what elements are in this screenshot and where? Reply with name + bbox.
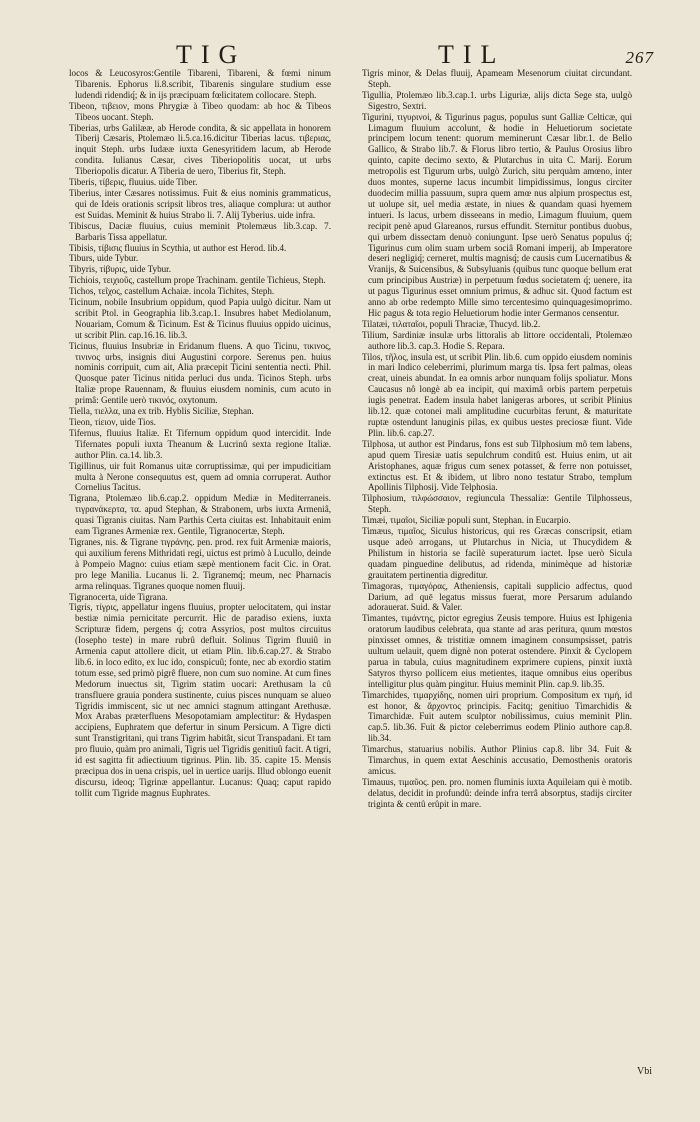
dictionary-entry: Tigurini, τιγυρινοί, & Tigurinus pagus, populus sunt Galliæ Celticæ, qui Limagum fluuium accolunt, & hodie in Heluetiorum societate principem locum tenent: quorum meminerunt Cæsar libr.1. de Bello Gallico, & Strabo lib.7. & Florus libro tertio, & Paulus Orosius libro quinto, capite decimo sexto, & Plutarchus in uita C. Marij. Eorum metropolis est Tigurum urbs, uulgò Zurich, situ perquàm amœno, inter duos montes, superne lacus incumbit limpidissimus, longus circiter duodecim millia passuum, supra quem amœ nus alpium prospectus est, ut uolupe sit, uel media æstate, in niues & quandam quasi hyemem intueri. Is lacus, urbem disseeans in medio, Limagum fluuium, quem recipit penè apud Glareanos, rursus effundit. Sternitur pontibus duobus, qui urbem dissectam denuò coniungunt. Ipse uerò Senatus populus q́; Tigurinus cum olim suam urbem sociâ Romani imperij, ab Imperatore deseri negligiq́; cerneret, multis magnisq́; de causis cum Lucernatibus & Vranijs, & Suicensibus, & Subsyluanis (quibus tunc quoque bellum erat cum principibus Austriæ) in perpetuum fœdus societatem q́; uenere, ita ut pagus Tigurinus esset omnium primus, & adhuc sit. Quod factum est anno ab orbe redempto Mille simo tercentesimo quinquagesimoprimo. Hic pagus & tota regio Heluetiorum hodie inter Germanos censentur.	[362, 111, 632, 318]
dictionary-entry: locos & Leucosyros:Gentile Tibareni, Tibareni, & fœmi ninum Tibarenis. Ephorus li.8.scribit, Tibarenis singulare studium esse ludendi ridendiq́; & in ijs præcipuam fœlicitatem collocare. Steph.	[69, 68, 331, 100]
dictionary-entry: Tilos, τῆλος, insula est, ut scribit Plin. lib.6. cum oppido eiusdem nominis in mari Indico celeberrimi, plurimum marga tis. Ipsa fert palmas, oleas creat, uineis abundat. In ea omnis arbor nunquam folijs spoliatur. Mons Caucasus nô longè ab ea incipit, qui maximâ orbis partem perpetuis iugis penetrat. Eadem insula habet lanigeras arbores, ut scribit Plinius lib.12. quæ cotonei mali amplitudine cucurbitas ferunt, & maturitate ruptæ ostendunt lanuginis pilas, ex quibus uestes preciosæ fiunt. Vide Plin. lib.6. cap.27.	[362, 351, 632, 438]
dictionary-entry: Timæi, τιμαῖοι, Siciliæ populi sunt, Stephan. in Eucarpio.	[362, 515, 571, 526]
dictionary-entry: Tilium, Sardiniæ insulæ urbs littoralis ab littore occidentali, Ptolemæo authore lib.3. cap.3. Hodie S. Repara.	[362, 329, 632, 351]
dictionary-entry: Timauus, τιμαῦος. pen. pro. nomen fluminis iuxta Aquileiam qui è motib. delatus, decidit in profundû: deinde infra terrâ absorptus, stadijs circiter triginta & centû erûpit in mare.	[362, 776, 632, 809]
running-header	[70, 40, 654, 70]
dictionary-entry: Timantes, τιμάντης, pictor egregius Zeusis tempore. Huius est Iphigenia oratorum laudibus celebrata, qua stante ad aras peritura, quum mœstos pinxisset omnes, & tristitiæ omnem imaginem consumpsisset, patris uultum uelauit, quem dignè non poterat ostendere. Pinxit & Cyclopem parua in tabula, cuius magnitudinem exprimere cupiens, pinxit iuxtà Satyros thyrso pollicem eius metientes, itaque omnibus eius operibus intelligitur plus quàm pingitur. Huius meminit Plin. cap.9. lib.35.	[362, 613, 632, 689]
dictionary-entry: Tigranes, nis. & Tigrane τιγράνης. pen. prod. rex fuit Armeniæ maioris, qui auxilium ferens Mithridati regi, uictus est primò à Lucullo, deinde à Pompeio Magno: cuius etiam sæpè mentionem facit Cic. in Orat. pro lege Manilia. Lucanus li. 2. Tigranemq́; meum, nec Pharnacis arma relinquas. Tigranes quoque nomen fluuij.	[69, 536, 331, 591]
dictionary-entry: Ticinus, fluuius Insubriæ in Eridanum fluens. A quo Ticinu, τικινος, τινινος urbs, insignis diui Augustini corpore. Serenus pen. huius nominis corripuit, cum ait, Alia præcepit Ticini sententia necti. Phil. Quosque pater Ticinus nitida perluci dus unda. Ticinos Steph. urbs Italiæ prope Rauennam, & fluuius eiusdem nominis, cum acuto in primâ: Gentile uerò τικινός, oxytonum.	[69, 340, 331, 406]
dictionary-entry: Tieon, τίειον, uide Tios.	[69, 417, 156, 427]
right-column	[362, 68, 632, 810]
catchword: Vbi	[637, 1066, 652, 1077]
dictionary-entry: Tifernus, fluuius Italiæ. Et Tifernum oppidum quod intercidit. Inde Tifernates populi iuxta Theanum & Lucrinû sexta regione Italiæ. author Plin. ca.14. lib.3.	[69, 427, 331, 460]
dictionary-entry: Tilphosium, τιλφώσσαιον, regiuncula Thessaliæ: Gentile Tilphosseus, Steph.	[362, 493, 632, 515]
dictionary-entry: Tiberias, urbs Galilææ, ab Herode condita, & sic appellata in honorem Tiberij Cæsaris, Ptolemæo li.5.ca.16.dicitur Tiberias lacus. τιβεριας, inquit Steph. urbs Iudææ iuxta Genesyritidem lacum, ab Herode condita. Iulianus Cæsar, cives Tiberiopolitis uocat, ut urbs Tiberiopolis dicatur. A Tiberia de uero, Tiberius fit, Steph.	[69, 122, 331, 177]
dictionary-entry: Tigrana, Ptolemæo lib.6.cap.2. oppidum Mediæ in Mediterraneis. τιγρανάκερτα, τα. apud Stephan, & Strabonem, urbs iuxta Armeniâ, quasi Tigranis ciuitas. Nam Parthis Certa ciuitas est. Inhabitauit enim eam Tigranes Armeniæ rex. Gentile, Tigranocertæ, Steph.	[69, 493, 331, 537]
dictionary-entry: Tiburs, uide Tybur.	[69, 253, 139, 264]
header-right: TIL	[438, 40, 506, 69]
header-left: TIG	[176, 40, 247, 69]
dictionary-entry: Tigillinus, uir fuit Romanus uitæ corruptissimæ, qui per impudicitiam multa à Nerone consequutus est, quem ad omnia corruperat. Author Cornelius Tacitus.	[69, 460, 331, 493]
dictionary-entry: Tigris, τίγρις, appellatur ingens fluuius, propter uelocitatem, qui instar bestiæ nimia pernicitate percurrit. Hic de paradiso exiens, iuxta Scripturæ fidem, pergens q́; cotra Assyrios, post multos circuitus (Iosepho teste) in mare rubrû defluit. Solinus Tigrim fluuiû in Armenia caput attollere dicit, ut etiam Plin. lib.6.cap.27. & Strabo lib.6. in loco edito, ex luc ido, conspicuû; fonte, nec ab exordio statim totum esse, sed primò pigrê fluere, non cum suo nomine. At cum fines Medorum inuectus sit, Tigrim statim uocari: Arethusam la cû transfluere grauia pondera sustinente, cuius pisces nunquam se alueo Tigridis immiscent, sic ut nec amnici stagnum attingant Arethusæ. Mox Arabas præterfluens Mesopotamiam amplectitur: & Hydaspen accipiens, Euphratem que defertur in sinum Persicum. A Tigre dicti sunt Transtigritani, qui trans Tigrim habitât, sicut Transpadani. Et tam pro fluuio, quàm pro animali, Tigris uel Tigridis genitiuû facit. A tigri, id est sagitta fit adiectiuum tigrinus. Plin. lib. 35. capite 15. Mensis præcipua dos in uena crispis, uel in uertice uarijs. Illud oblongo euenit discursu, ideoq; Tigrinæ appellantur. Lucanus: Quaq; caput rapido tollit cum Tigride magnus Euphrates.	[69, 602, 331, 798]
dictionary-entry: Ticinum, nobile Insubrium oppidum, quod Papia uulgò dicitur. Nam ut scribit Ptol. in Geographia lib.3.cap.1. Insubres habet Mediolanum, Nouariam, Comum & Ticinum. Est & Ticinus fluuius oppido uicinus, ut scribit Plin. cap.16.16. lib.3.	[69, 297, 331, 340]
dictionary-entry: Tiberius, inter Cæsares notissimus. Fuit & eius nominis grammaticus, qui de Ideis orationis scripsit libros tres, aliaque complura: ut author est Suidas. Meminit & huius Strabo li. 7. Alij Tyberius. uide infra.	[69, 187, 331, 220]
dictionary-entry: Timagoras, τιμαγόρας, Atheniensis, capitali supplicio adfectus, quod Darium, ad quē legatus missus fuerat, more Persarum adulando adorauerat. Suid. & Valer.	[362, 580, 632, 613]
dictionary-entry: Tibyris, τίβυρις, uide Tybur.	[69, 264, 171, 275]
dictionary-entry: Timarchus, statuarius nobilis. Author Plinius cap.8. libr 34. Fuit & Timarchus, in quem extat Aeschinis accusatio, Demosthenis oratoris amicus.	[362, 744, 632, 776]
page-number: 267	[625, 48, 654, 67]
dictionary-entry: Timæus, τιμαῖος, Siculus historicus, qui res Græcas conscripsit, etiam usque adeò arrogans, ut Plutarchus in Nicia, ut Thucydidem & Philistum in historia se facilè superaturum iactet. Ipse uerò Sicula quadam pinguedine delibutus, ad ridenda, minimèque ad historiæ grauitatem pertinentia digreditur.	[362, 526, 632, 580]
dictionary-entry: Tiberis, τίβερις, fluuius. uide Tiber.	[69, 177, 198, 188]
dictionary-entry: Tichos, τεῖχος, castellum Achaiæ. incola Tichites, Steph.	[69, 286, 275, 297]
dictionary-entry: Tilatæi, τιλαταῖοι, populi Thraciæ, Thucyd. lib.2.	[362, 318, 541, 329]
dictionary-entry: Tiella, τιελλα, una ex trib. Hyblis Siciliæ, Stephan.	[69, 406, 254, 417]
dictionary-entry: Tichiois, τειχιοῦς, castellum prope Trachinam. gentile Tichieus, Steph.	[69, 275, 326, 286]
dictionary-entry: Tibiscus, Daciæ fluuius, cuius meminit Ptolemæus lib.3.cap. 7. Barbaris Tissa appellatur.	[69, 220, 331, 242]
dictionary-entry: Tigullia, Ptolemæo lib.3.cap.1. urbs Liguriæ, alijs dicta Sege sta, uulgò Sigestro, Sextri.	[362, 89, 632, 111]
dictionary-entry: Tilphosa, ut author est Pindarus, fons est sub Tilphosium mô tem labens, apud quem Tiresiæ uatis sepulchrum conditû est. Huius enim, ut ait Aristophanes, aquæ frigus cum senex potasset, & ferre non potuisset, extinctus est. Et & ibidem, ut libro nono testatur Strabo, templum Apollinis Tilphosij. Vide Telphosia.	[362, 438, 632, 493]
left-column	[69, 68, 331, 799]
dictionary-entry: Tigris minor, & Delas fluuij, Apameam Mesenorum ciuitat circundant. Steph.	[362, 68, 632, 89]
dictionary-entry: Tigranocerta, uide Tigrana.	[69, 591, 168, 602]
dictionary-entry: Tibeon, τιβειον, mons Phrygiæ à Tibeo quodam: ab hoc & Tibeos Tibeos uocant. Steph.	[69, 100, 331, 122]
dictionary-entry: Tibisis, τίβισις fluuius in Scythia, ut author est Herod. lib.4.	[69, 242, 287, 253]
dictionary-entry: Timarchides, τιμαρχίδης, nomen uiri proprium. Compositum ex τιμή, id est honor, & ἄρχοντος principis. Facitq; genitiuo Timarchidis & Timarchidæ. Fuit autem sculptor nobilissimus, cuius meminit Plin. cap.5. lib.36. Fuit & pictor celeberrimus eodem Plinio authore cap.8. lib.34.	[362, 689, 632, 744]
